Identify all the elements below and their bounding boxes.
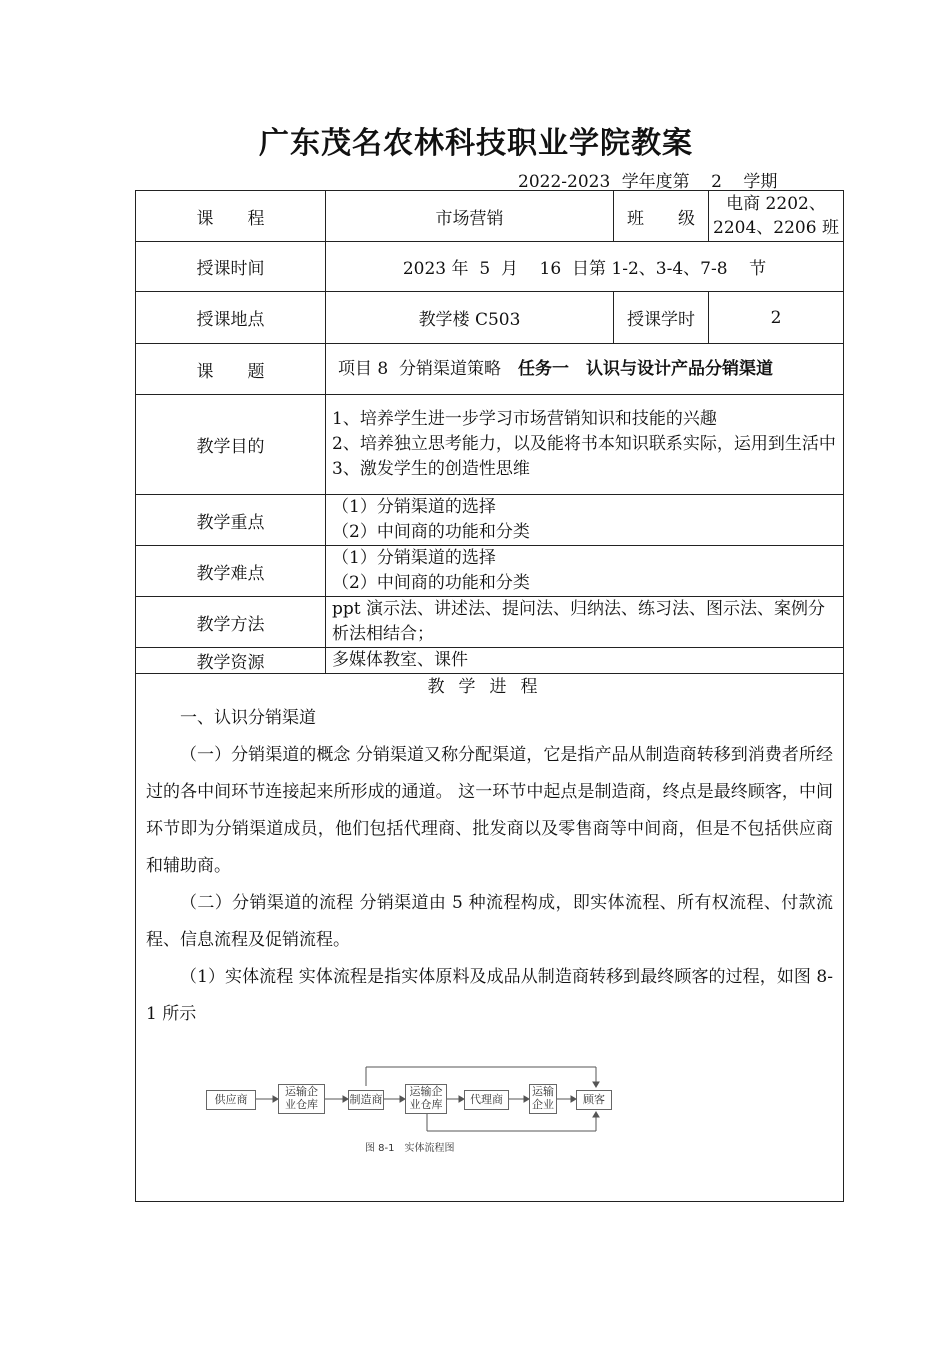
class-value-line-2: 2204、2206 班 — [713, 218, 839, 238]
topic-task: 任务一 认识与设计产品分销渠道 — [518, 358, 774, 379]
progress-cell — [136, 674, 844, 1202]
method-value: ppt 演示法、讲述法、提问法、归纳法、练习法、图示法、案例分析法相结合； — [326, 597, 844, 648]
time-value: 2023 年 5 月 16 日第 1-2、3-4、7-8 节 — [326, 242, 844, 292]
flow-box-customer: 顾客 — [576, 1090, 612, 1110]
key-label: 教学重点 — [136, 495, 326, 546]
goal-item-3: 3、激发学生的创造性思维 — [332, 459, 530, 479]
row-goals — [136, 395, 844, 495]
term-line — [518, 167, 777, 192]
row-resources — [136, 648, 844, 674]
topic-label: 课 题 — [136, 344, 326, 395]
flow-box-transport-1 — [278, 1084, 325, 1114]
goal-value — [326, 395, 844, 495]
flow-box-transport-2-line-1: 运输企 — [409, 1085, 443, 1098]
paragraph-1: （一）分销渠道的概念 分销渠道又称分配渠道，它是指产品从制造商转移到消费者所经过的各中间环节连接起来所形成的通道。 这一环节中起点是制造商，终点是最终顾客，中间环节即为分销渠道成员，他们包括代理商、批发商以及零售商等中间商，但是不包括供应商和辅助商。 — [146, 745, 833, 876]
key-item-2: （2）中间商的功能和分类 — [332, 522, 530, 542]
method-label: 教学方法 — [136, 597, 326, 648]
row-time — [136, 242, 844, 292]
place-value: 教学楼 C503 — [326, 292, 614, 344]
diff-item-1: （1）分销渠道的选择 — [332, 548, 496, 568]
row-course — [136, 191, 844, 242]
section-heading-1: 一、认识分销渠道 — [180, 708, 316, 728]
time-label: 授课时间 — [136, 242, 326, 292]
hours-label: 授课学时 — [614, 292, 709, 344]
flow-box-transport-2-line-2: 业仓库 — [409, 1098, 443, 1111]
flow-box-transport-2 — [405, 1084, 447, 1114]
flow-box-transport-3 — [529, 1084, 557, 1114]
flow-box-transport-3-line-2: 企业 — [532, 1098, 554, 1111]
row-topic — [136, 344, 844, 395]
class-value-line-1: 电商 2202、 — [726, 194, 826, 214]
flow-box-agent: 代理商 — [464, 1090, 509, 1110]
hours-value: 2 — [709, 292, 844, 344]
flow-box-supplier: 供应商 — [206, 1090, 256, 1110]
row-key-points — [136, 495, 844, 546]
topic-project: 项目 8 分销渠道策略 — [338, 358, 519, 379]
flow-box-transport-1-line-2: 业仓库 — [285, 1098, 318, 1111]
flow-box-manufacturer: 制造商 — [348, 1090, 384, 1110]
row-difficulties — [136, 546, 844, 597]
class-value — [709, 191, 844, 242]
diff-label: 教学难点 — [136, 546, 326, 597]
goal-item-1: 1、培养学生进一步学习市场营销知识和技能的兴趣 — [332, 409, 717, 429]
res-label: 教学资源 — [136, 648, 326, 674]
term-number: 2 — [711, 172, 722, 192]
paragraph-3: （1）实体流程 实体流程是指实体原料及成品从制造商转移到最终顾客的过程，如图 8-1 所示 — [146, 967, 833, 1024]
term-year: 2022-2023 — [518, 172, 611, 192]
topic-value — [326, 344, 844, 395]
diff-item-2: （2）中间商的功能和分类 — [332, 573, 530, 593]
class-label: 班 级 — [614, 191, 709, 242]
res-value: 多媒体教室、课件 — [326, 648, 844, 674]
progress-heading: 教学进程 — [427, 677, 552, 697]
progress-content — [144, 700, 835, 1033]
course-value: 市场营销 — [326, 191, 614, 242]
row-progress — [136, 674, 844, 1202]
figure-8-1 — [144, 1033, 835, 1173]
row-methods — [136, 597, 844, 648]
course-label: 课 程 — [136, 191, 326, 242]
term-unit: 学期 — [743, 172, 778, 192]
place-label: 授课地点 — [136, 292, 326, 344]
diff-value — [326, 546, 844, 597]
goal-item-2: 2、培养独立思考能力，以及能将书本知识联系实际，运用到生活中 — [332, 434, 836, 454]
document-title: 广东茂名农林科技职业学院教案 — [259, 126, 693, 161]
lesson-plan-table — [135, 190, 844, 1202]
row-place — [136, 292, 844, 344]
goal-label: 教学目的 — [136, 395, 326, 495]
flow-box-transport-1-line-1: 运输企 — [285, 1085, 318, 1098]
term-suffix: 学年度第 — [621, 172, 690, 192]
key-value — [326, 495, 844, 546]
paragraph-2: （二）分销渠道的流程 分销渠道由 5 种流程构成，即实体流程、所有权流程、付款流程、信息流程及促销流程。 — [146, 893, 833, 950]
flow-box-transport-3-line-1: 运输 — [532, 1085, 554, 1098]
key-item-1: （1）分销渠道的选择 — [332, 497, 496, 517]
figure-caption: 图 8-1 实体流程图 — [365, 1143, 455, 1154]
